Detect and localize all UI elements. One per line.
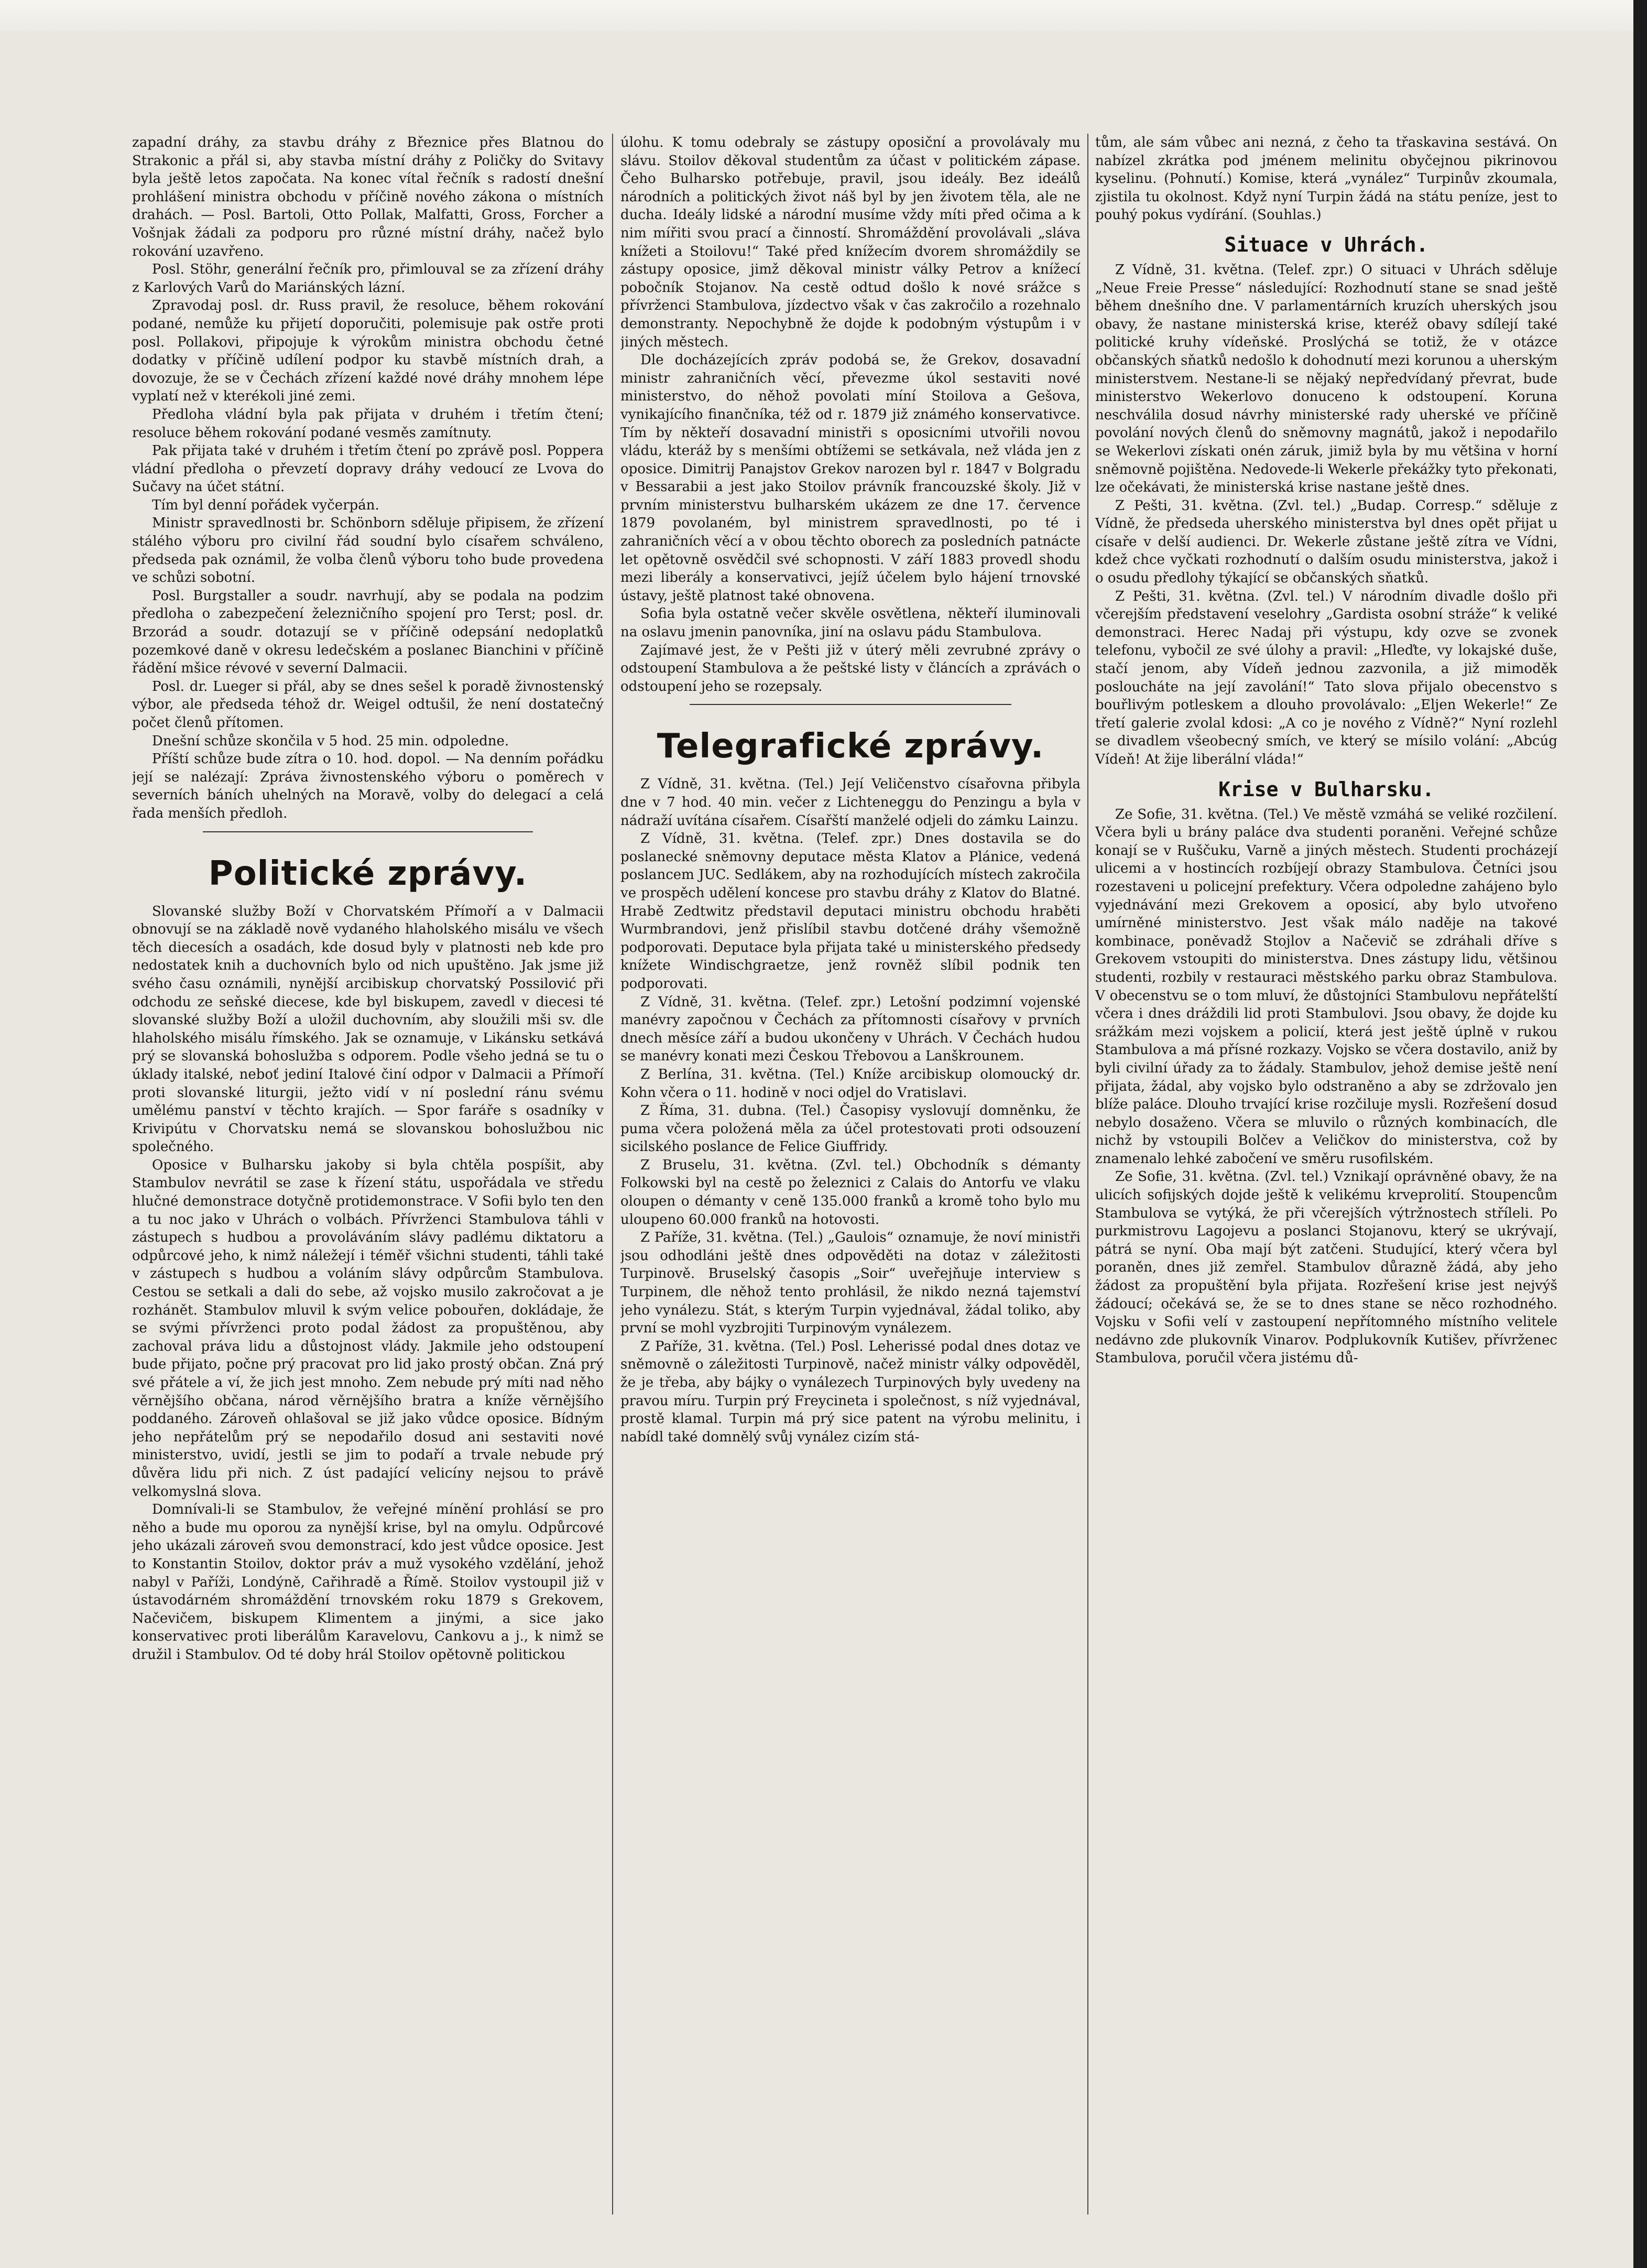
article-paragraph: úlohu. K tomu odebraly se zástupy oposiční a provolávaly mu slávu. Stoilov děkoval studentům za účast v politickém zápase. Čeho Bulharsko potřebuje, pravil, jsou ideály. Bez ideálů národních a politických život náš byl by jen životem těla, ale ne ducha. Ideály lidské a národní musíme vždy míti před očima a k nim mířiti svou prací a činností. Shromáždění provolávali „sláva knížeti a Stoilovu!“ Také před knížecím dvorem shromáždily se zástupy oposice, jimž děkoval ministr války Petrov a knížecí pobočník Stojanov. Na cestě odtud došlo k nové srážce s přívrženci Stambulova, jízdectvo však v čas zakročilo a rozehnalo demonstranty. Nepochybně že dojde k podobným výstupům i v jiných městech.: [620, 135, 1081, 350]
article-paragraph: Posl. Stöhr, generální řečník pro, přimlouval se za zřízení dráhy z Karlových Varů do Mariánských lázní.: [132, 262, 604, 296]
section-divider: [203, 831, 533, 832]
telegram-paragraph: Z Vídně, 31. května. (Tel.) Její Veličenstvo císařovna přibyla dne v 7 hod. 40 min. večer z Lichteneggu do Penzingu a byla v nádraží uvítána císařem. Císařští manželé odjeli do zámku Lainzu.: [620, 776, 1081, 829]
telegram-paragraph: Z Berlína, 31. května. (Tel.) Kníže arcibiskup olomoucký dr. Kohn včera o 11. hodině v noci odjel do Vratislavi.: [620, 1066, 1081, 1101]
telegram-paragraph: Z Pešti, 31. května. (Zvl. tel.) V národním divadle došlo při včerejším představení veselohry „Gardista osobní stráže“ k veliké demonstraci. Herec Nadaj při výstupu, kdy ozve se zvonek telefonu, vybočil ze své úlohy a pravil: „Hleďte, vy lokajské duše, stačí jenom, aby Vídeň jednou zazvonila, a již mimoděk posloucháte na její zavolání!“ Tato slova přijalo obecenstvo s bouřlivým potleskem a dlouho provolávalo: „Eljen Wekerle!“ Ze třetí galerie zvolal kdosi: „A co je nového z Vídně?“ Nyní rozlehl se divadlem všeobecný smích, ve který se mísilo volání: „Abcúg Vídeň! At žije liberální vláda!“: [1095, 588, 1557, 767]
article-paragraph: Ministr spravedlnosti br. Schönborn sděluje připisem, že zřízení stálého výboru pro civilní řád soudní bylo císařem schváleno, předseda pak oznámil, že volba členů výboru toho bude provedena ve schůzi sobotní.: [132, 515, 604, 586]
article-paragraph: Příští schůze bude zítra o 10. hod. dopol. — Na denním pořádku její se nalézají: Zpráva živnostenského výboru o poměrech v severních báních uhelných na Moravě, volby do delegací a celá řada menších předloh.: [132, 751, 604, 821]
telegram-paragraph: Z Říma, 31. dubna. (Tel.) Časopisy vyslovují domněnku, že puma včera položená měla za účel protestovati proti odsouzení sicilského poslance de Felice Giuffridy.: [620, 1103, 1081, 1155]
telegram-paragraph: Z Paříže, 31. května. (Tel.) Posl. Leherissé podal dnes dotaz ve sněmovně o záležitosti Turpinově, načež ministr války odpověděl, že je třeba, aby bájky o vynálezech Turpinových byly uvedeny na pravou míru. Turpin prý Freycineta i společnost, s níž vyjednával, prostě klamal. Turpin má prý sice patent na výrobu melinitu, i nabídl také domnělý svůj vynález cizím stá-: [620, 1338, 1081, 1445]
telegram-paragraph: Ze Sofie, 31. května. (Tel.) Ve městě vzmáhá se veliké rozčilení. Včera byli u brány paláce dva studenti poraněni. Veřejné schůze konají se v Ruščuku, Varně a jiných městech. Studenti procházejí ulicemi a v hostincích rozbíjejí obrazy Stambulova. Četníci jsou rozestaveni u policejní prefektury. Včera odpoledne zahájeno bylo vyjednávání mezi Grekovem a oposicí, aby bylo utvořeno umírněné ministerstvo. Jest však málo naděje na takové kombinace, poněvadž Stojlov a Načevič se zdráhali dříve s Grekovem vstoupiti do ministerstva. Dnes zástupy lidu, většinou studenti, rozbily v restauraci městského parku obraz Stambulova. V obecenstvu se o tom mluví, že důstojníci Stambulovu nepřátelští včera i dnes dráždili lid proti Stambulovi. Jsou obavy, že dojde ku srážkám mezi vojskem a policií, která jest ještě úplně v rukou Stambulova a má přísné rozkazy. Vojsko se včera dostavilo, aniž by byli civilní úřady za to žádaly. Stambulov, jehož demise ještě není přijata, žádal, aby vojsko bylo odstraněno a aby se zdržovalo jen blíže paláce. Dlouho trvající krise rozčiluje mysli. Rozřešení dosud nebylo dosaženo. Včera se mluvilo o různých kombinacích, dle nichž by vstoupili Bolčev a Veličkov do ministerstva, což by znamenalo lehké zabočení ve směru rusofilském.: [1095, 806, 1557, 1167]
newspaper-page: [132, 134, 1557, 2215]
article-paragraph: zapadní dráhy, za stavbu dráhy z Březnice přes Blatnou do Strakonic a přál si, aby stavba místní dráhy z Poličky do Svitavy byla ještě letos započata. Na konec vítal řečník s radostí dnešní prohlášení ministra obchodu v příčině nového zákona o místních drahách. — Posl. Bartoli, Otto Pollak, Malfatti, Gross, Forcher a Vošnjak žádali za podporu pro různé místní dráhy, načež bylo rokování uzavřeno.: [132, 135, 604, 259]
article-paragraph: tům, ale sám vůbec ani nezná, z čeho ta třaskavina sestává. On nabízel zkrátka pod jménem melinitu obyčejnou pikrinovou kyselinu. (Pohnutí.) Komise, která „vynález“ Turpinův zkoumala, zjistila tu okolnost. Když nyní Turpin žádá na státu peníze, jest to pouhý pokus vydírání. (Souhlas.): [1095, 135, 1557, 223]
telegram-paragraph: Z Paříže, 31. května. (Tel.) „Gaulois“ oznamuje, že noví ministři jsou odhodláni ještě dnes odpověděti na dotaz v záležitosti Turpinově. Bruselský časopis „Soir“ uveřejňuje interview s Turpinem, dle něhož tento prohlásil, že nikdo nezná tajemství jeho vynálezu. Stát, s kterým Turpin vyjednával, žádal toliko, aby první se mohl vyzbrojiti Turpinovým vynálezem.: [620, 1230, 1081, 1337]
article-paragraph: Sofia byla ostatně večer skvěle osvětlena, někteří iluminovali na oslavu jmenin panovníka, jiní na oslavu pádu Stambulova.: [620, 606, 1081, 641]
section-heading-krise-v-bulharsku: Krise v Bulharsku.: [1218, 777, 1434, 801]
article-paragraph: Posl. Burgstaller a soudr. navrhují, aby se podala na podzim předloha o zabezpečení železničního spojení pro Terst; posl. dr. Brzorád a soudr. dotazují se v příčině odepsání nedoplatků pozemkové daně v okresu ledečském a poslanec Bianchini v příčině řádění mšice révové v severní Dalmacii.: [132, 588, 604, 677]
article-paragraph: Posl. dr. Lueger si přál, aby se dnes sešel k poradě živnostenský výbor, ale předseda téhož dr. Weigel odtušil, že není dostatečný počet členů přítomen.: [132, 678, 604, 731]
column-2: [620, 134, 1081, 2215]
column-1: [132, 134, 604, 2215]
section-heading-situace-v-uhrach: Situace v Uhrách.: [1224, 233, 1428, 256]
scan-border-right: [1633, 0, 1647, 2268]
section-divider: [690, 704, 1012, 705]
article-paragraph: Oposice v Bulharsku jakoby si byla chtěla pospíšit, aby Stambulov nevrátil se zase k řízení státu, uspořádala ve středu hlučné demonstrace dotyčně protidemonstrace. V Sofii bylo ten den a tu noc jako v Uhrách o volbách. Přívrženci Stambulova táhli v zástupech s hudbou a provoláváním slávy padlému diktatoru a odpůrcové jeho, k nimž náležejí i téměř všichni studenti, táhli také v zástupech s hudbou a voláním slávy odpůrcům Stambulova. Cestou se setkali a dali do sebe, až vojsko musilo zakročovat a je rozhánět. Stambulov mluvil k svým velice pobouřen, dokládaje, že se svými přívrženci proto podal žádost za propuštěnou, aby zachoval práva lidu a důstojnost vlády. Jakmile jeho odstoupení bude přijato, počne prý pracovat pro lid jako prostý občan. Zná prý své přátele a ví, že jich jest mnoho. Zem nebude prý míti nad něho věrnějšího občana, národ věrnějšího bratra a kníže věrnějšího poddaného. Zároveň ohlašoval se již jako vůdce oposice. Bídným jeho nepřátelům prý se nepodařilo dosud ani sestaviti nové ministerstvo, uvidí, jestli se jim to podaří a trvale nebude prý důvěra lidu při nich. Z úst padající velicíny nejsou to právě velkomyslná slova.: [132, 1157, 604, 1500]
article-paragraph: Domnívali-li se Stambulov, že veřejné mínění prohlásí se pro něho a bude mu oporou za nynější krise, byl na omylu. Odpůrcové jeho ukázali zároveň svou demonstrací, kdo jest vůdce oposice. Jest to Konstantin Stoilov, doktor práv a muž vysokého vzdělání, jehož nabyl v Paříži, Londýně, Cařihradě a Římě. Stoilov vystoupil již v ústavodárném shromáždění trnovském roku 1879 s Grekovem, Načevičem, biskupem Klimentem a jinými, a sice jako konservativec proti liberálům Karavelovu, Cankovu a j., k nimž se družil i Stambulov. Od té doby hrál Stoilov opětovně politickou: [132, 1502, 604, 1663]
section-heading-telegraficke-zpravy: Telegrafické zprávy.: [657, 727, 1044, 766]
article-paragraph: Zajímavé jest, že v Pešti již v úterý měli zevrubné zprávy o odstoupení Stambulova a že peštské listy v článcích a zprávách o odstoupení jeho se rozepsaly.: [620, 642, 1081, 694]
article-paragraph: Dle docházejících zpráv podobá se, že Grekov, dosavadní ministr zahraničních věcí, převezme úkol sestaviti nové ministerstvo, do něhož povolati míní Stoilova a Gešova, vynikajícího finančníka, též od r. 1879 již známého konservativce. Tím by někteří dosavadní ministři s oposicními utvořili novou vládu, kteráž by s menšími obtížemi se setkávala, než vláda jen z oposice. Dimitrij Panajstov Grekov narozen byl r. 1847 v Bolgradu v Bessarabii a jest jako Stoilov právník francouzské školy. Již v prvním ministerstvu bulharském ukázem ze dne 17. července 1879 povolaném, byl ministrem spravedlnosti, po té i zahraničních věcí a v obou těchto oborech za posledních patnácte let opětovně osvědčil své schopnosti. V září 1883 provedl shodu mezi liberály a konservativci, jejíž účelem bylo hájení trnovské ústavy, ještě platnost také obnovena.: [620, 352, 1081, 604]
telegram-paragraph: Z Vídně, 31. května. (Telef. zpr.) O situaci v Uhrách sděluje „Neue Freie Presse“ následující: Rozhodnutí stane se snad ještě během dnešního dne. V parlamentárních kruzích uherských jsou obavy, že nastane ministerská krise, kteréž obavy sdílejí také politické kruhy vídeňské. Proslýchá se totiž, že v otázce občanských sňatků nedošlo k dohodnutí mezi korunou a uherským ministerstvem. Nestane-li se nějaký nepředvídaný převrat, bude ministerstvo Wekerlovo donuceno k odstoupení. Koruna neschválila dosud návrhy ministerské rady uherské ve příčině povolání nových členů do sněmovny magnátů, jakož i nepodařilo se Wekerlovi získati onén záruk, jimiž byla by mu většina v horní sněmovně pojištěna. Nedovede-li Wekerle překážky tyto překonati, lze očekávati, že ministerská krise nastane ještě dnes.: [1095, 262, 1557, 496]
section-heading-politicke-zpravy: Politické zprávy.: [208, 854, 528, 893]
telegram-paragraph: Z Vídně, 31. května. (Telef. zpr.) Dnes dostavila se do poslanecké sněmovny deputace města Klatov a Plánice, vedená poslancem JUC. Sedlákem, aby na rozhodujících místech zakročila ve prospěch udělení koncese pro stavbu dráhy z Klatov do Blatné. Hrabě Zedtwitz představil deputaci ministru obchodu hraběti Wurmbrandovi, jenž přislíbil stavbu dotčené dráhy všemožně podporovati. Deputace byla přijata také u ministerského předsedy knížete Windischgraetze, jenž rovněž slíbil podnik ten podporovati.: [620, 831, 1081, 992]
telegram-paragraph: Z Pešti, 31. května. (Zvl. tel.) „Budap. Corresp.“ sděluje z Vídně, že předseda uherského ministerstva byl dnes opět přijat u císaře v delší audienci. Dr. Wekerle zůstane ještě zítra ve Vídni, kdež chce vyčkati rozhodnutí o dalším osudu ministerstva, jakož i o osudu předlohy týkající se občanských sňatků.: [1095, 497, 1557, 587]
article-paragraph: Slovanské služby Boží v Chorvatském Přímoří a v Dalmacii obnovují se na základě nově vydaného hlaholského misálu ve všech těch diecesích a osadách, kde dosud byly v platnosti neb kde pro nedostatek knih a duchovních bylo od nich upuštěno. Jak jsme již svého času oznámili, nynější arcibiskup chorvatský Possilović při odchodu ze seňské diecese, kde byl biskupem, zavedl v diecesi té slovanské služby Boží a uložil duchovním, aby sloužili mši sv. dle hlaholského misálu římského. Jak se oznamuje, v Likánsku setkává prý se slovanská bohoslužba s odporem. Podle všeho jedná se tu o úklady italské, neboť jediní Italové činí odpor v Dalmacii a Přímoří proti slovanské liturgii, ježto vidí v ní poslední ránu svému umělému panství v těchto krajích. — Spor faráře s osadníky v Krivipútu v Chorvatsku nemá se slovanskou bohoslužbou nic společného.: [132, 903, 604, 1155]
column-rule: [612, 134, 613, 2215]
telegram-paragraph: Z Bruselu, 31. května. (Zvl. tel.) Obchodník s démanty Folkowski byl na cestě po železnici z Calais do Antorfu ve vlaku oloupen o démanty v ceně 135.000 franků a kromě toho bylo mu uloupeno 60.000 franků na hotovosti.: [620, 1157, 1081, 1228]
article-paragraph: Dnešní schůze skončila v 5 hod. 25 min. odpoledne.: [152, 733, 509, 749]
scan-margin-top: [0, 0, 1647, 31]
column-rule: [1087, 134, 1088, 2215]
telegram-paragraph: Z Vídně, 31. května. (Telef. zpr.) Letošní podzimní vojenské manévry započnou v Čechách za přítomnosti císařovy v prvních dnech měsíce září a budou ukončeny v Uhrách. V Čechách hudou se manévry konati mezi Českou Třebovou a Lanškrounem.: [620, 994, 1081, 1065]
article-paragraph: Zpravodaj posl. dr. Russ pravil, že resoluce, během rokování podané, nemůže ku přijetí doporučiti, polemisuje pak ostře proti posl. Pollakovi, připojuje k výrokům ministra obchodu četné dodatky v příčině udílení podpor ku stavbě místních drah, a dovozuje, že se v Čechách zřízení každé nové dráhy mnohem lépe vyplatí než v kterékoli jiné zemi.: [132, 298, 604, 405]
article-paragraph: Tím byl denní pořádek vyčerpán.: [152, 497, 379, 513]
article-paragraph: Pak přijata také v druhém i třetím čtení po zprávě posl. Poppera vládní předloha o převzetí dopravy dráhy vedoucí ze Lvova do Sučavy na účet státní.: [132, 443, 604, 495]
article-paragraph: Předloha vládní byla pak přijata v druhém i třetím čtení; resoluce během rokování podané vesměs zamítnuty.: [132, 406, 604, 441]
column-3: [1095, 134, 1557, 2215]
telegram-paragraph: Ze Sofie, 31. května. (Zvl. tel.) Vznikají oprávněné obavy, že na ulicích sofijských dojde ještě k velikému krveprolití. Stoupencům Stambulova se vytýká, že při včerejších výtržnostech stříleli. Po purkmistrovu Lagojevu a poslanci Stojanovu, který se ukrývají, pátrá se nyní. Oba mají být zatčeni. Studující, který včera byl poraněn, dnes již zemřel. Stambulov důrazně žádá, aby jeho žádost za propuštění byla přijata. Rozřešení krise jest nejvýš žádoucí; očekává se, že se to dnes stane se něco rozhodného. Vojsku v Sofii velí v zastoupení nepřítomného místního velitele nedávno zde plukovník Vinarov. Podplukovník Kutišev, přívrženec Stambulova, poručil včera jistému dů-: [1095, 1169, 1557, 1366]
